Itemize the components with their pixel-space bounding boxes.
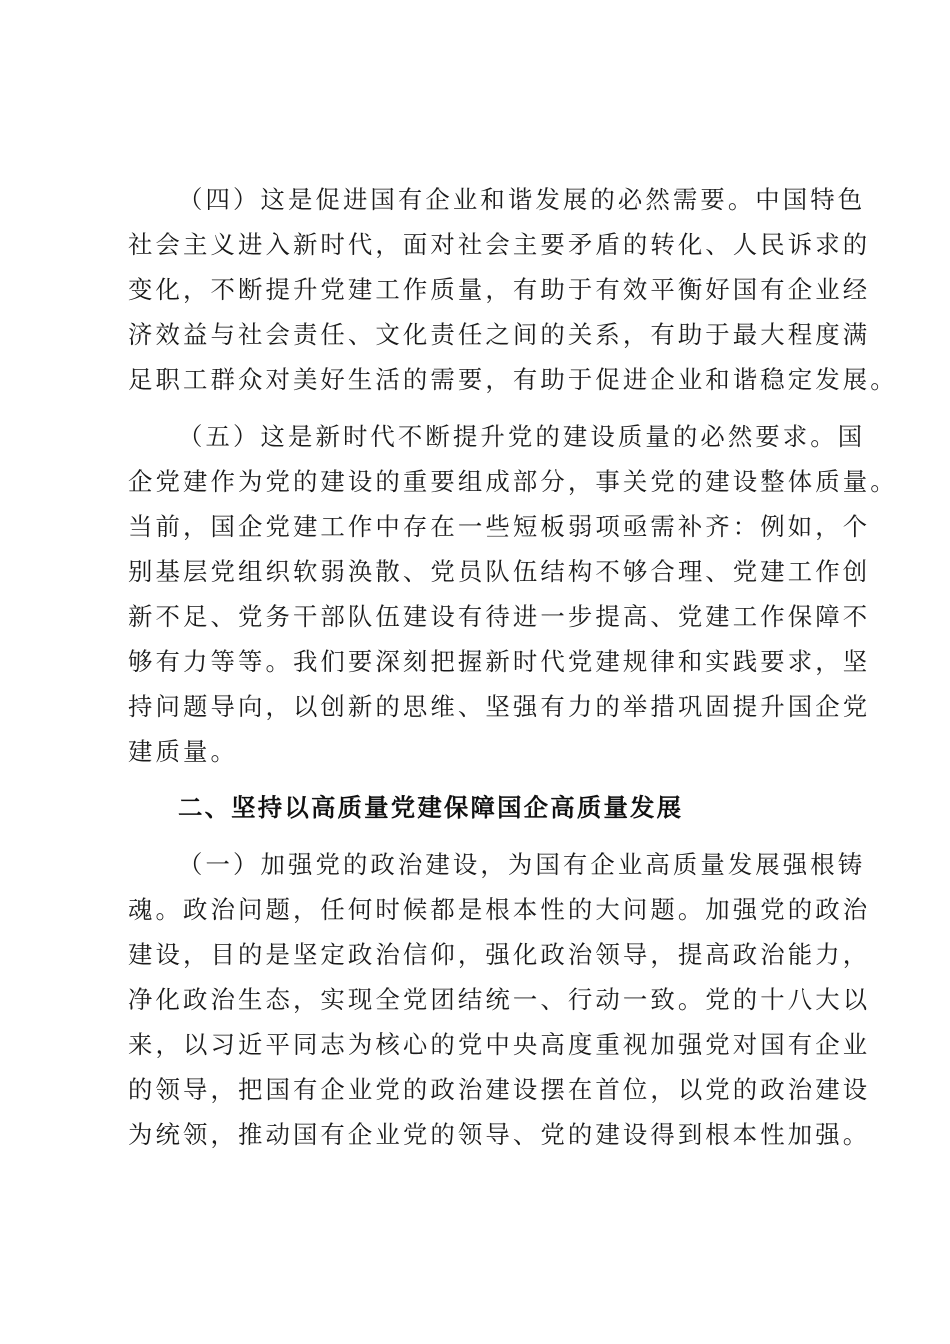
paragraph-3-line-3: 建设，目的是坚定政治信仰，强化政治领导，提高政治能力，	[128, 940, 871, 969]
paragraph-2-line-5: 新不足、党务干部队伍建设有待进一步提高、党建工作保障不	[128, 602, 871, 631]
paragraph-3-line-2: 魂。政治问题，任何时候都是根本性的大问题。加强党的政治	[128, 895, 871, 924]
paragraph-2-line-1: （五）这是新时代不断提升党的建设质量的必然要求。国	[178, 422, 866, 451]
paragraph-1-line-5: 足职工群众对美好生活的需要，有助于促进企业和谐稳定发展。	[128, 365, 898, 394]
paragraph-3-line-4: 净化政治生态，实现全党团结统一、行动一致。党的十八大以	[128, 985, 871, 1014]
paragraph-3-line-6: 的领导，把国有企业党的政治建设摆在首位，以党的政治建设	[128, 1075, 871, 1104]
paragraph-2-line-4: 别基层党组织软弱涣散、党员队伍结构不够合理、党建工作创	[128, 557, 871, 586]
paragraph-1-line-2: 社会主义进入新时代，面对社会主要矛盾的转化、人民诉求的	[128, 230, 871, 259]
paragraph-2-line-8: 建质量。	[128, 737, 238, 766]
paragraph-2-line-7: 持问题导向，以创新的思维、坚强有力的举措巩固提升国企党	[128, 692, 871, 721]
paragraph-1-line-4: 济效益与社会责任、文化责任之间的关系，有助于最大程度满	[128, 320, 871, 349]
paragraph-3-line-5: 来，以习近平同志为核心的党中央高度重视加强党对国有企业	[128, 1030, 871, 1059]
paragraph-3-line-1: （一）加强党的政治建设，为国有企业高质量发展强根铸	[178, 850, 866, 879]
paragraph-2-line-2: 企党建作为党的建设的重要组成部分，事关党的建设整体质量。	[128, 467, 898, 496]
section-heading: 二、坚持以高质量党建保障国企高质量发展	[178, 793, 684, 822]
paragraph-3-line-7: 为统领，推动国有企业党的领导、党的建设得到根本性加强。	[128, 1120, 871, 1149]
paragraph-1-line-3: 变化，不断提升党建工作质量，有助于有效平衡好国有企业经	[128, 275, 871, 304]
paragraph-2-line-3: 当前，国企党建工作中存在一些短板弱项亟需补齐：例如，个	[128, 512, 871, 541]
paragraph-2-line-6: 够有力等等。我们要深刻把握新时代党建规律和实践要求，坚	[128, 647, 871, 676]
paragraph-1-line-1: （四）这是促进国有企业和谐发展的必然需要。中国特色	[178, 185, 866, 214]
